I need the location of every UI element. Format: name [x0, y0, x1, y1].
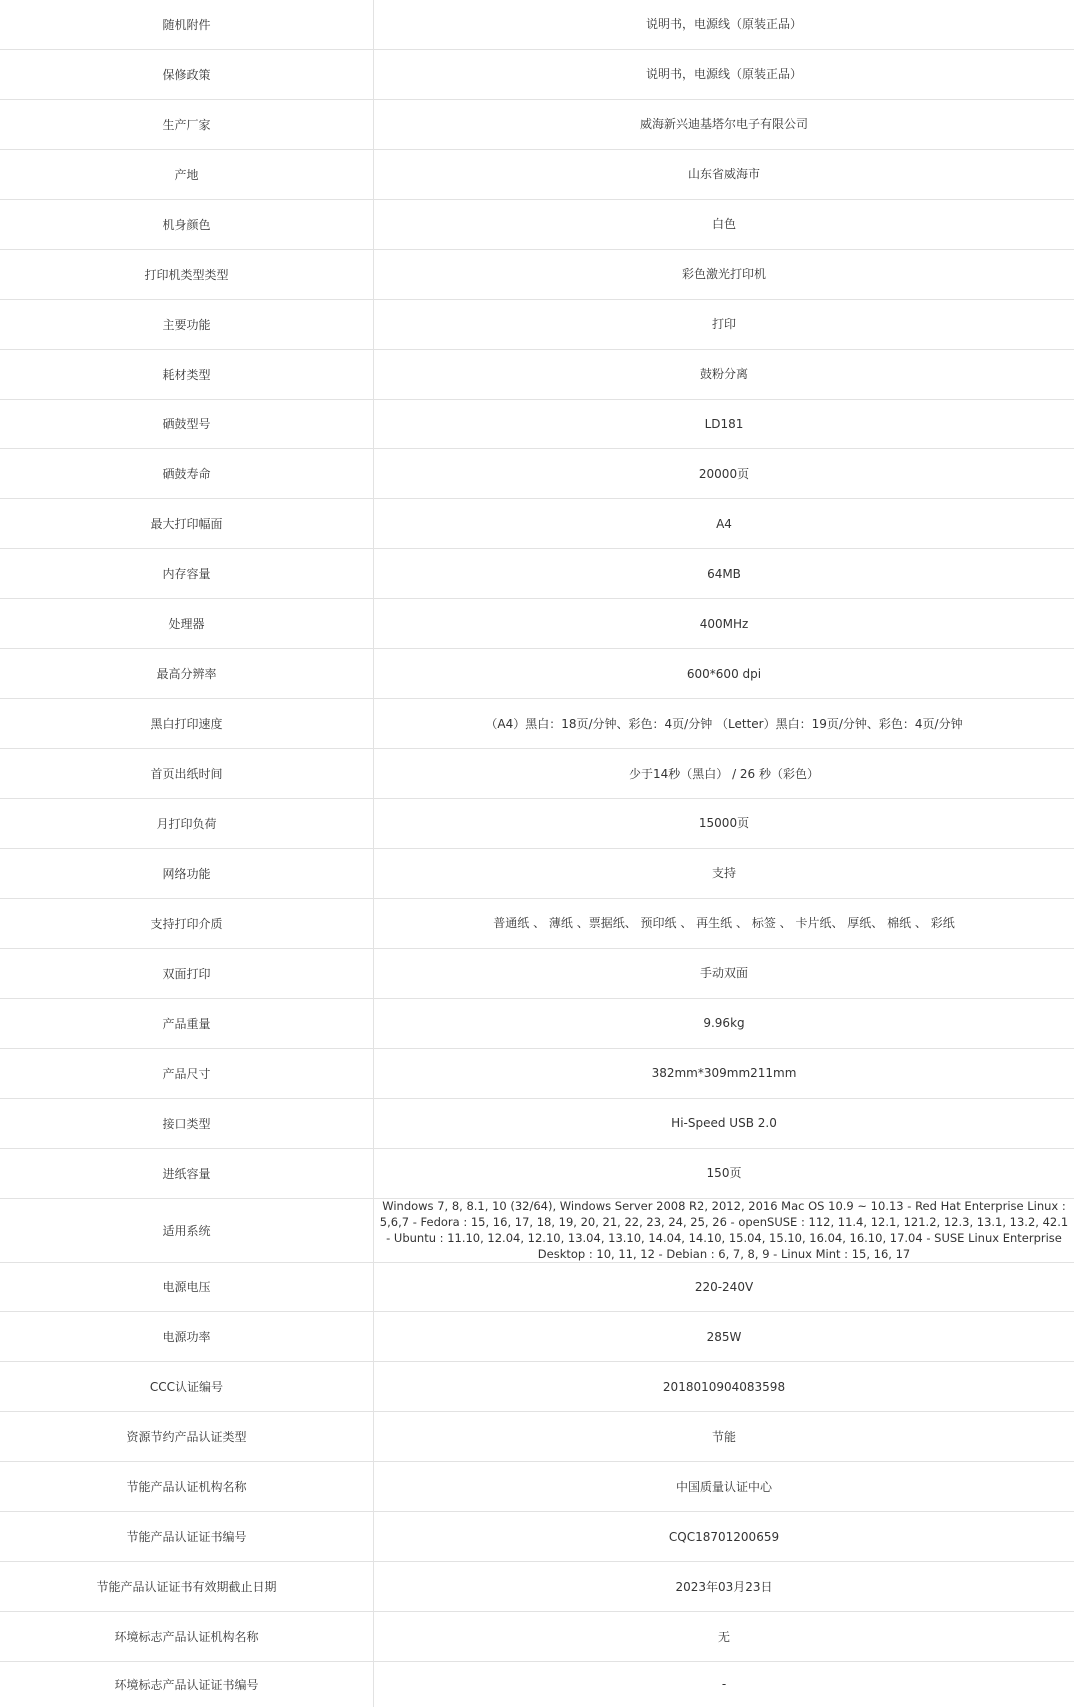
spec-label: 机身颜色 [0, 200, 374, 249]
spec-label: 网络功能 [0, 849, 374, 898]
spec-value: 600*600 dpi [686, 666, 762, 681]
table-row [0, 1562, 1074, 1612]
spec-label: 硒鼓寿命 [0, 449, 374, 498]
spec-value: 手动双面 [699, 966, 748, 981]
spec-label: 产品尺寸 [0, 1049, 374, 1098]
spec-value: 白色 [711, 217, 736, 232]
spec-label: 黑白打印速度 [0, 699, 374, 748]
spec-label: 电源功率 [0, 1312, 374, 1361]
spec-label: 处理器 [0, 599, 374, 648]
spec-value: - [721, 1677, 727, 1692]
spec-label: 生产厂家 [0, 100, 374, 149]
table-row [0, 1612, 1074, 1662]
spec-value: 382mm*309mm211mm [651, 1066, 797, 1081]
spec-value: 山东省威海市 [687, 167, 760, 182]
spec-value: 2023年03月23日 [675, 1579, 773, 1594]
spec-label: 首页出纸时间 [0, 749, 374, 798]
table-row [0, 1199, 1074, 1263]
table-row [0, 749, 1074, 799]
table-row [0, 1462, 1074, 1512]
table-row [0, 250, 1074, 300]
table-row [0, 350, 1074, 400]
table-row [0, 300, 1074, 350]
spec-value: 节能 [711, 1429, 736, 1444]
spec-value: 20000页 [698, 466, 750, 481]
spec-label: 支持打印介质 [0, 899, 374, 948]
table-row [0, 200, 1074, 250]
spec-label: 最大打印幅面 [0, 499, 374, 548]
table-row [0, 549, 1074, 599]
table-row [0, 599, 1074, 649]
spec-label: 节能产品认证机构名称 [0, 1462, 374, 1511]
spec-label: 资源节约产品认证类型 [0, 1412, 374, 1461]
spec-value: 中国质量认证中心 [675, 1479, 772, 1494]
spec-value: CQC18701200659 [668, 1529, 780, 1544]
table-row [0, 150, 1074, 200]
spec-label: 最高分辨率 [0, 649, 374, 698]
table-row [0, 1099, 1074, 1149]
spec-label: 产地 [0, 150, 374, 199]
spec-label: 节能产品认证证书有效期截止日期 [0, 1562, 374, 1611]
spec-value: Hi-Speed USB 2.0 [671, 1116, 777, 1131]
table-row [0, 699, 1074, 749]
table-row [0, 499, 1074, 549]
spec-label: 进纸容量 [0, 1149, 374, 1198]
table-row [0, 1662, 1074, 1707]
table-row [0, 899, 1074, 949]
table-row [0, 1412, 1074, 1462]
spec-value: 9.96kg [703, 1016, 745, 1031]
spec-value: 威海新兴迪基塔尔电子有限公司 [639, 117, 808, 132]
spec-value: 2018010904083598 [662, 1379, 786, 1394]
spec-label: 月打印负荷 [0, 799, 374, 848]
spec-value: A4 [716, 516, 732, 531]
spec-label: 硒鼓型号 [0, 400, 374, 449]
spec-label: 产品重量 [0, 999, 374, 1048]
table-row [0, 400, 1074, 450]
spec-value: 220-240V [694, 1279, 754, 1294]
spec-label: 适用系统 [0, 1199, 374, 1262]
spec-label: 耗材类型 [0, 350, 374, 399]
spec-label: 打印机类型类型 [0, 250, 374, 299]
spec-value: 说明书，电源线（原装正品） [645, 17, 802, 32]
spec-label: 电源电压 [0, 1263, 374, 1312]
spec-value: 鼓粉分离 [699, 367, 748, 382]
spec-value: 普通纸 、 薄纸 、票据纸、 预印纸 、 再生纸 、 标签 、 卡片纸、 厚纸、 棉纸 、 彩纸 [493, 916, 955, 931]
table-row [0, 949, 1074, 999]
table-row [0, 50, 1074, 100]
spec-label: 节能产品认证证书编号 [0, 1512, 374, 1561]
spec-label: 主要功能 [0, 300, 374, 349]
spec-value: 说明书，电源线（原装正品） [645, 67, 802, 82]
spec-value: 打印 [711, 317, 736, 332]
spec-label: CCC认证编号 [0, 1362, 374, 1411]
spec-label: 环境标志产品认证机构名称 [0, 1612, 374, 1661]
table-row [0, 649, 1074, 699]
table-row [0, 1362, 1074, 1412]
table-row [0, 849, 1074, 899]
spec-label: 接口类型 [0, 1099, 374, 1148]
spec-label: 环境标志产品认证证书编号 [0, 1662, 374, 1707]
spec-value: 无 [717, 1629, 730, 1644]
spec-label: 保修政策 [0, 50, 374, 99]
table-row [0, 0, 1074, 50]
spec-value: 64MB [707, 566, 741, 581]
table-row [0, 1149, 1074, 1199]
spec-label: 内存容量 [0, 549, 374, 598]
table-row [0, 999, 1074, 1049]
spec-value: Windows 7, 8, 8.1, 10 (32/64), Windows Server 2008 R2, 2012, 2016 Mac OS 10.9 ~ 10.13 - Red Hat Enterprise Linux : 5,6,7 - Fedora : 15, 16, 17, 18, 19, 20, 21, 22, 23, 24, 25, 26 - openSUSE : 112, 11.4, 12.1, 121.2, 12.3, 13.1, 13.2, 42.1 - Ubuntu : 11.10, 12.04, 12.10, 13.04, 13.10, 14.04, 14.10, 15.04, 15.10, 16.04, 16.10, 17.04 - SUSE Linux Enterprise Desktop : 10, 11, 12 - Debian : 6, 7, 8, 9 - Linux Mint : 15, 16, 17 [379, 1199, 1069, 1261]
spec-value: 支持 [711, 866, 736, 881]
spec-value: 少于14秒（黑白） / 26 秒（彩色） [628, 766, 820, 781]
spec-value: 285W [706, 1329, 742, 1344]
spec-value: （A4）黑白：18页/分钟、彩色：4页/分钟 （Letter）黑白：19页/分钟、彩色：4页/分钟 [485, 716, 963, 731]
table-row [0, 449, 1074, 499]
table-row [0, 1263, 1074, 1313]
spec-label: 双面打印 [0, 949, 374, 998]
spec-value: 400MHz [699, 616, 749, 631]
table-row [0, 100, 1074, 150]
table-row [0, 1512, 1074, 1562]
table-row [0, 1049, 1074, 1099]
table-row [0, 799, 1074, 849]
spec-label: 随机附件 [0, 0, 374, 49]
table-row [0, 1312, 1074, 1362]
spec-value: 150页 [706, 1166, 742, 1181]
spec-value: LD181 [704, 416, 744, 431]
spec-value: 彩色激光打印机 [681, 267, 766, 282]
spec-value: 15000页 [698, 816, 750, 831]
